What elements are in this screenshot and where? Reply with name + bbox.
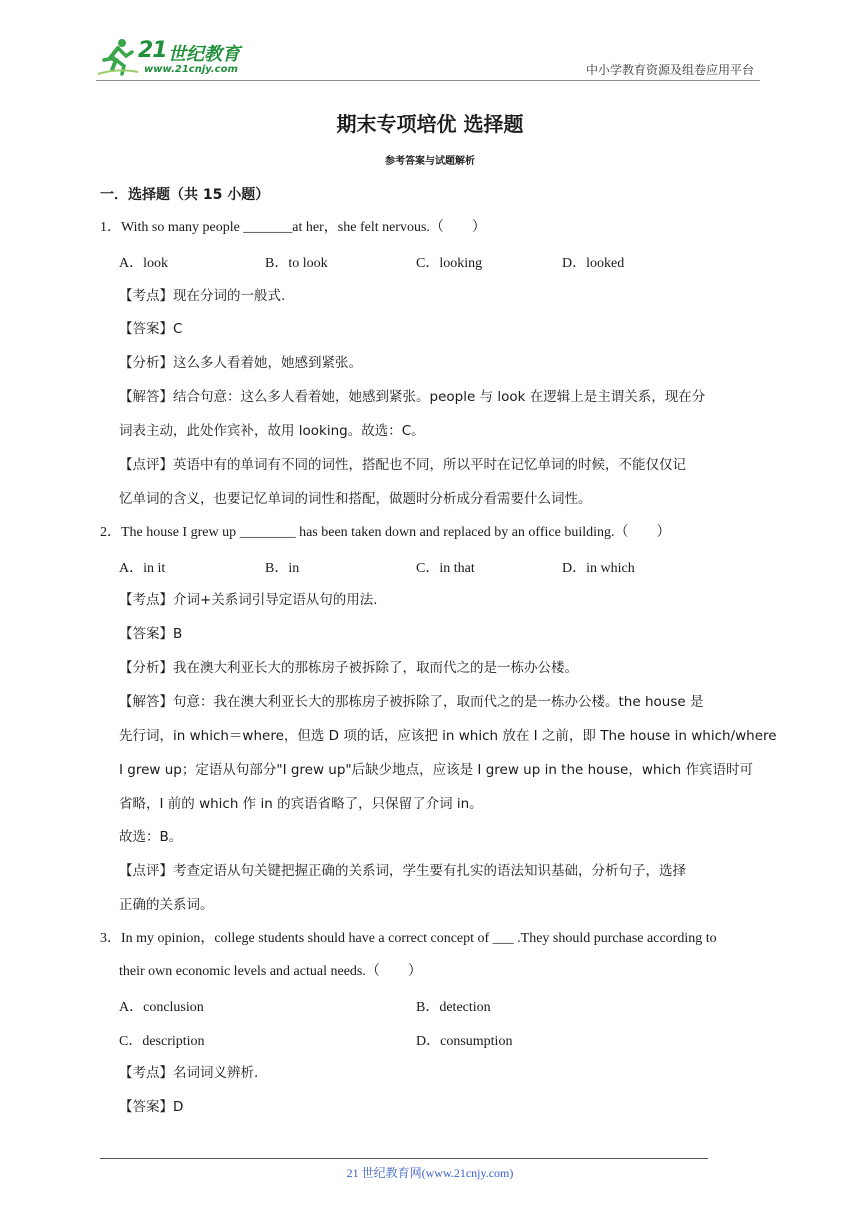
q2-solution-line-2: 先行词，in which＝where，但选 D 项的话，应该把 in which 放在 I 之前，即 The house in which/where [119,728,777,744]
q2-solution-line-5: 故选：B。 [119,829,183,845]
q2-answer: 【答案】B [119,626,183,642]
q1-comment-line-2: 忆单词的含义，也要记忆单词的词性和搭配，做题时分析成分看需要什么词性。 [119,491,592,507]
q3-answer: 【答案】D [119,1099,184,1115]
q2-option-b: B．in [265,561,300,576]
q3-kaodian: 【考点】名词词义辨析. [119,1065,259,1081]
q3-option-a: A．conclusion [119,1000,204,1015]
logo-text: 世纪教育 [168,44,240,65]
q3-option-b: B．detection [416,1000,491,1015]
q2-option-a: A．in it [119,561,166,576]
page-header [96,36,760,81]
q2-comment-line-1: 【点评】考查定语从句关键把握正确的关系词，学生要有扎实的语法知识基础，分析句子，选择 [119,863,686,879]
q1-solution-line-2: 词表主动，此处作宾补，故用 looking。故选：C。 [119,423,425,439]
question-3-stem-line-1: 3．In my opinion，college students should have a correct concept of ___ .They should purchase according to [100,931,717,946]
q1-solution-line-1: 【解答】结合句意：这么多人看着她，她感到紧张。people 与 look 在逻辑上是主谓关系，现在分 [119,389,706,405]
footer-divider [100,1158,708,1159]
section-heading: 一．选择题（共 15 小题） [100,187,270,203]
q2-kaodian: 【考点】介词+关系词引导定语从句的用法. [119,592,378,608]
logo [96,36,266,78]
q3-option-c: C．description [119,1034,205,1049]
q1-option-c: C．looking [416,256,483,271]
logo-url: www.21cnjy.com [144,64,238,75]
runner-logo-icon [96,36,140,78]
question-2-stem: 2．The house I grew up ________ has been taken down and replaced by an office building.（ ） [100,525,671,540]
q1-analysis: 【分析】这么多人看着她，她感到紧张。 [119,355,362,371]
q1-comment-line-1: 【点评】英语中有的单词有不同的词性，搭配也不同，所以平时在记忆单词的时候，不能仅仅记 [119,457,686,473]
q1-option-a: A．look [119,256,168,271]
question-1-stem: 1．With so many people _______at her，she felt nervous.（ ） [100,220,486,235]
q1-option-d: D．looked [562,256,625,271]
page-title: 期末专项培优 选择题 [336,112,524,136]
q1-answer: 【答案】C [119,321,183,337]
q3-option-d: D．consumption [416,1034,513,1049]
q2-option-c: C．in that [416,561,475,576]
question-3-stem-line-2: their own economic levels and actual needs.（ ） [119,964,422,979]
platform-name: 中小学教育资源及组卷应用平台 [585,63,754,77]
page-subtitle: 参考答案与试题解析 [385,156,475,167]
page-footer[interactable]: 21 世纪教育网(www.21cnjy.com) [346,1166,514,1180]
q2-solution-line-4: 省略，I 前的 which 作 in 的宾语省略了，只保留了介词 in。 [119,796,483,812]
q1-kaodian: 【考点】现在分词的一般式. [119,288,286,304]
q2-option-d: D．in which [562,561,635,576]
q2-analysis: 【分析】我在澳大利亚长大的那栋房子被拆除了，取而代之的是一栋办公楼。 [119,660,578,676]
q2-solution-line-3: I grew up；定语从句部分"I grew up"后缺少地点，应该是 I grew up in the house，which 作宾语时可 [119,762,753,778]
q1-option-b: B．to look [265,256,328,271]
q2-comment-line-2: 正确的关系词。 [119,897,214,913]
logo-number: 21 [138,38,167,63]
q2-solution-line-1: 【解答】句意：我在澳大利亚长大的那栋房子被拆除了，取而代之的是一栋办公楼。the house 是 [119,694,704,710]
